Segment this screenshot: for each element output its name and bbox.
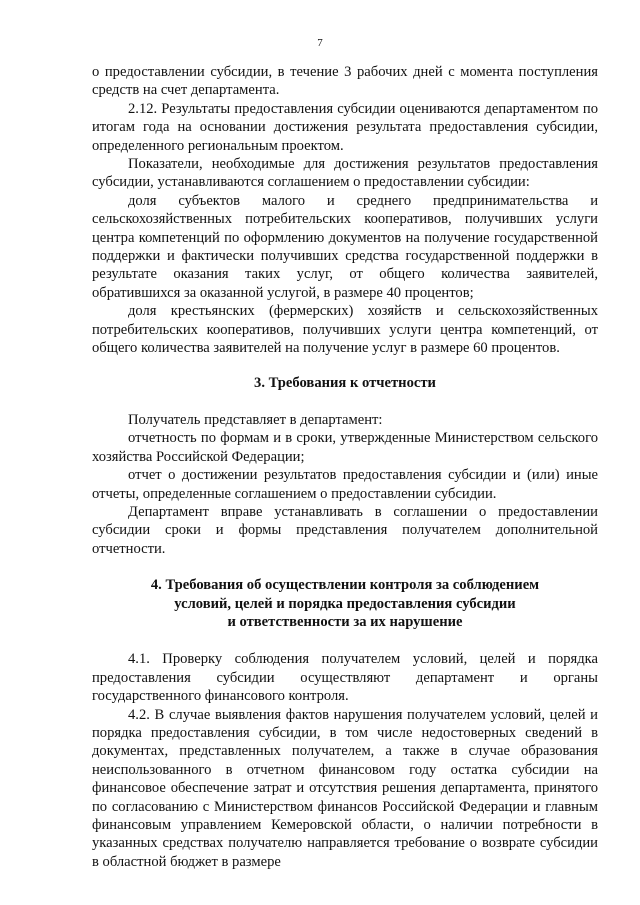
paragraph-continuation: о предоставлении субсидии, в течение 3 рабочих дней с момента поступления средств на счет департамента. bbox=[92, 64, 598, 99]
paragraph-indicators-intro: Показатели, необходимые для достижения результатов предоставления субсидии, устанавливаются соглашением о предоставлении субсидии: bbox=[92, 156, 598, 191]
spacer bbox=[92, 558, 598, 576]
spacer bbox=[92, 631, 598, 650]
section-4-heading-line-3: и ответственности за их нарушение bbox=[227, 613, 463, 630]
section-4-heading-line-2: условий, целей и порядка предоставления субсидии bbox=[174, 595, 516, 612]
paragraph-results-report: отчет о достижении результатов предоставления субсидии и (или) иные отчеты, определенные соглашением о предоставлении субсидии. bbox=[92, 467, 598, 502]
document-body bbox=[92, 63, 598, 871]
spacer bbox=[92, 358, 598, 374]
spacer bbox=[92, 392, 598, 411]
paragraph-4-2-violations: 4.2. В случае выявления фактов нарушения получателем условий, целей и порядка предоставления субсидии, в том числе недостоверных сведений в документах, представленных получателем, а также в случае образования неиспользованного в отчетном финансовом году остатка субсидии на финансовое обеспечение затрат и отсутствия решения департамента, принятого по согласованию с Министерством финансов Российской Федерации и главным финансовым управлением Кемеровской области, о наличии потребности в указанных средствах получателю направляется требование о возврате субсидии в областной бюджет в размере bbox=[92, 706, 598, 870]
paragraph-4-1-control: 4.1. Проверку соблюдения получателем условий, целей и порядка предоставления субсидии осуществляют департамент и органы государственного финансового контроля. bbox=[92, 651, 598, 705]
page-number: 7 bbox=[317, 37, 323, 49]
paragraph-reporting-forms: отчетность по формам и в сроки, утвержденные Министерством сельского хозяйства Российской Федерации; bbox=[92, 430, 598, 465]
paragraph-2-12-results: 2.12. Результаты предоставления субсидии оцениваются департаментом по итогам года на основании достижения результата предоставления субсидии, определенного региональным проектом. bbox=[92, 100, 598, 154]
section-4-heading-line-1: 4. Требования об осуществлении контроля за соблюдением bbox=[150, 577, 540, 594]
paragraph-indicator-farms: доля крестьянских (фермерских) хозяйств и сельскохозяйственных потребительских кооперативов, получивших услуги центра компетенций, от общего количества заявителей на получение услуг в размере 60 процентов. bbox=[92, 303, 598, 357]
section-3-heading: 3. Требования к отчетности bbox=[254, 374, 436, 391]
paragraph-additional-reporting: Департамент вправе устанавливать в соглашении о предоставлении субсидии сроки и формы представления получателем дополнительной отчетности. bbox=[92, 503, 598, 557]
paragraph-recipient-submits: Получатель представляет в департамент: bbox=[128, 411, 383, 428]
paragraph-indicator-smes: доля субъектов малого и среднего предпринимательства и сельскохозяйственных потребительских кооперативов, получивших услуги центра компетенций по оформлению документов на получение государственной поддержки и фактически получивших средства государственной поддержки в результате оказания таких услуг, от общего количества заявителей, обратившихся за оказанной услугой, в размере 40 процентов; bbox=[92, 192, 598, 301]
